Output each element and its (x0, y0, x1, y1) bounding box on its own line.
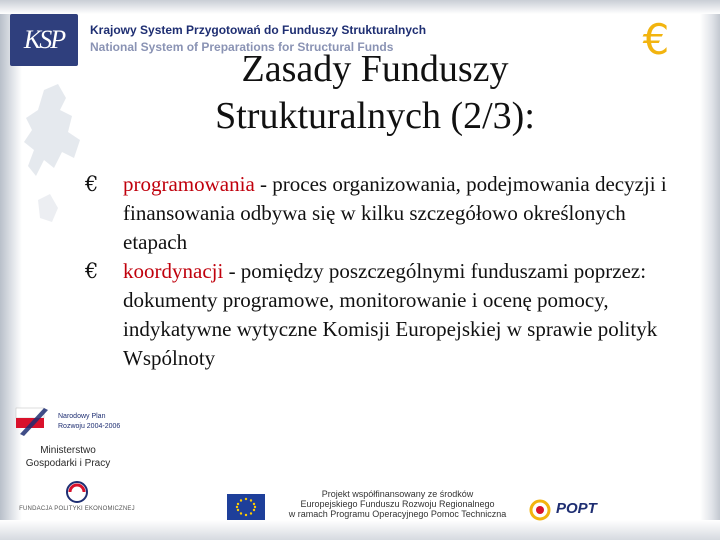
header-title-en: National System of Preparations for Structural Funds (90, 40, 394, 54)
project-cofinance-label (275, 489, 520, 519)
bullet-item (85, 257, 695, 373)
bullet-term: programowania (123, 172, 255, 196)
bullet-item (85, 170, 695, 257)
ministry-line1: Ministerstwo (40, 445, 96, 456)
bullet-text: - pomiędzy poszczególnymi funduszami poprzez: dokumenty programowe, monitorowanie i ocenę pomocy, indykatywne wytyczne Komisji Europejskiej w sprawie polityk Wspólnoty (123, 259, 658, 370)
np-logo-line2: Rozwoju 2004-2006 (58, 423, 121, 430)
fundacja-logo (14, 478, 140, 524)
ksp-logo (10, 14, 78, 66)
eu-flag-icon (227, 494, 265, 520)
bullet-text: - proces organizowania, podejmowania decyzji i finansowania odbywa się w kilku szczegółowo określonych etapach (123, 172, 667, 254)
ministry-label (18, 444, 118, 470)
bullet-term: koordynacji (123, 259, 224, 283)
np-logo-line1: Narodowy Plan (58, 413, 106, 420)
euro-logo-icon: € (642, 15, 670, 64)
euro-bullet-icon: € (85, 172, 99, 196)
popt-label: POPT (556, 500, 597, 517)
ksp-logo-text: KSP (23, 25, 65, 54)
project-line1: Projekt współfinansowany ze środków (321, 489, 474, 499)
fundacja-label: FUNDACJA POLITYKI EKONOMICZNEJ (19, 506, 135, 512)
europe-map-icon (14, 80, 94, 280)
euro-bullet-icon: € (85, 259, 99, 283)
narodowy-plan-rozwoju-logo (14, 404, 124, 442)
header-title-pl: Krajowy System Przygotowań do Funduszy Strukturalnych (90, 23, 427, 37)
top-shade (0, 0, 720, 14)
project-line3: w ramach Programu Operacyjnego Pomoc Techniczna (288, 509, 507, 519)
ministry-line2: Gospodarki i Pracy (25, 458, 111, 469)
slide-title: Zasady Funduszy Strukturalnych (2/3): (215, 48, 535, 137)
project-line2: Europejskiego Funduszu Rozwoju Regionalnego (300, 499, 495, 509)
bullet-list (85, 170, 695, 373)
